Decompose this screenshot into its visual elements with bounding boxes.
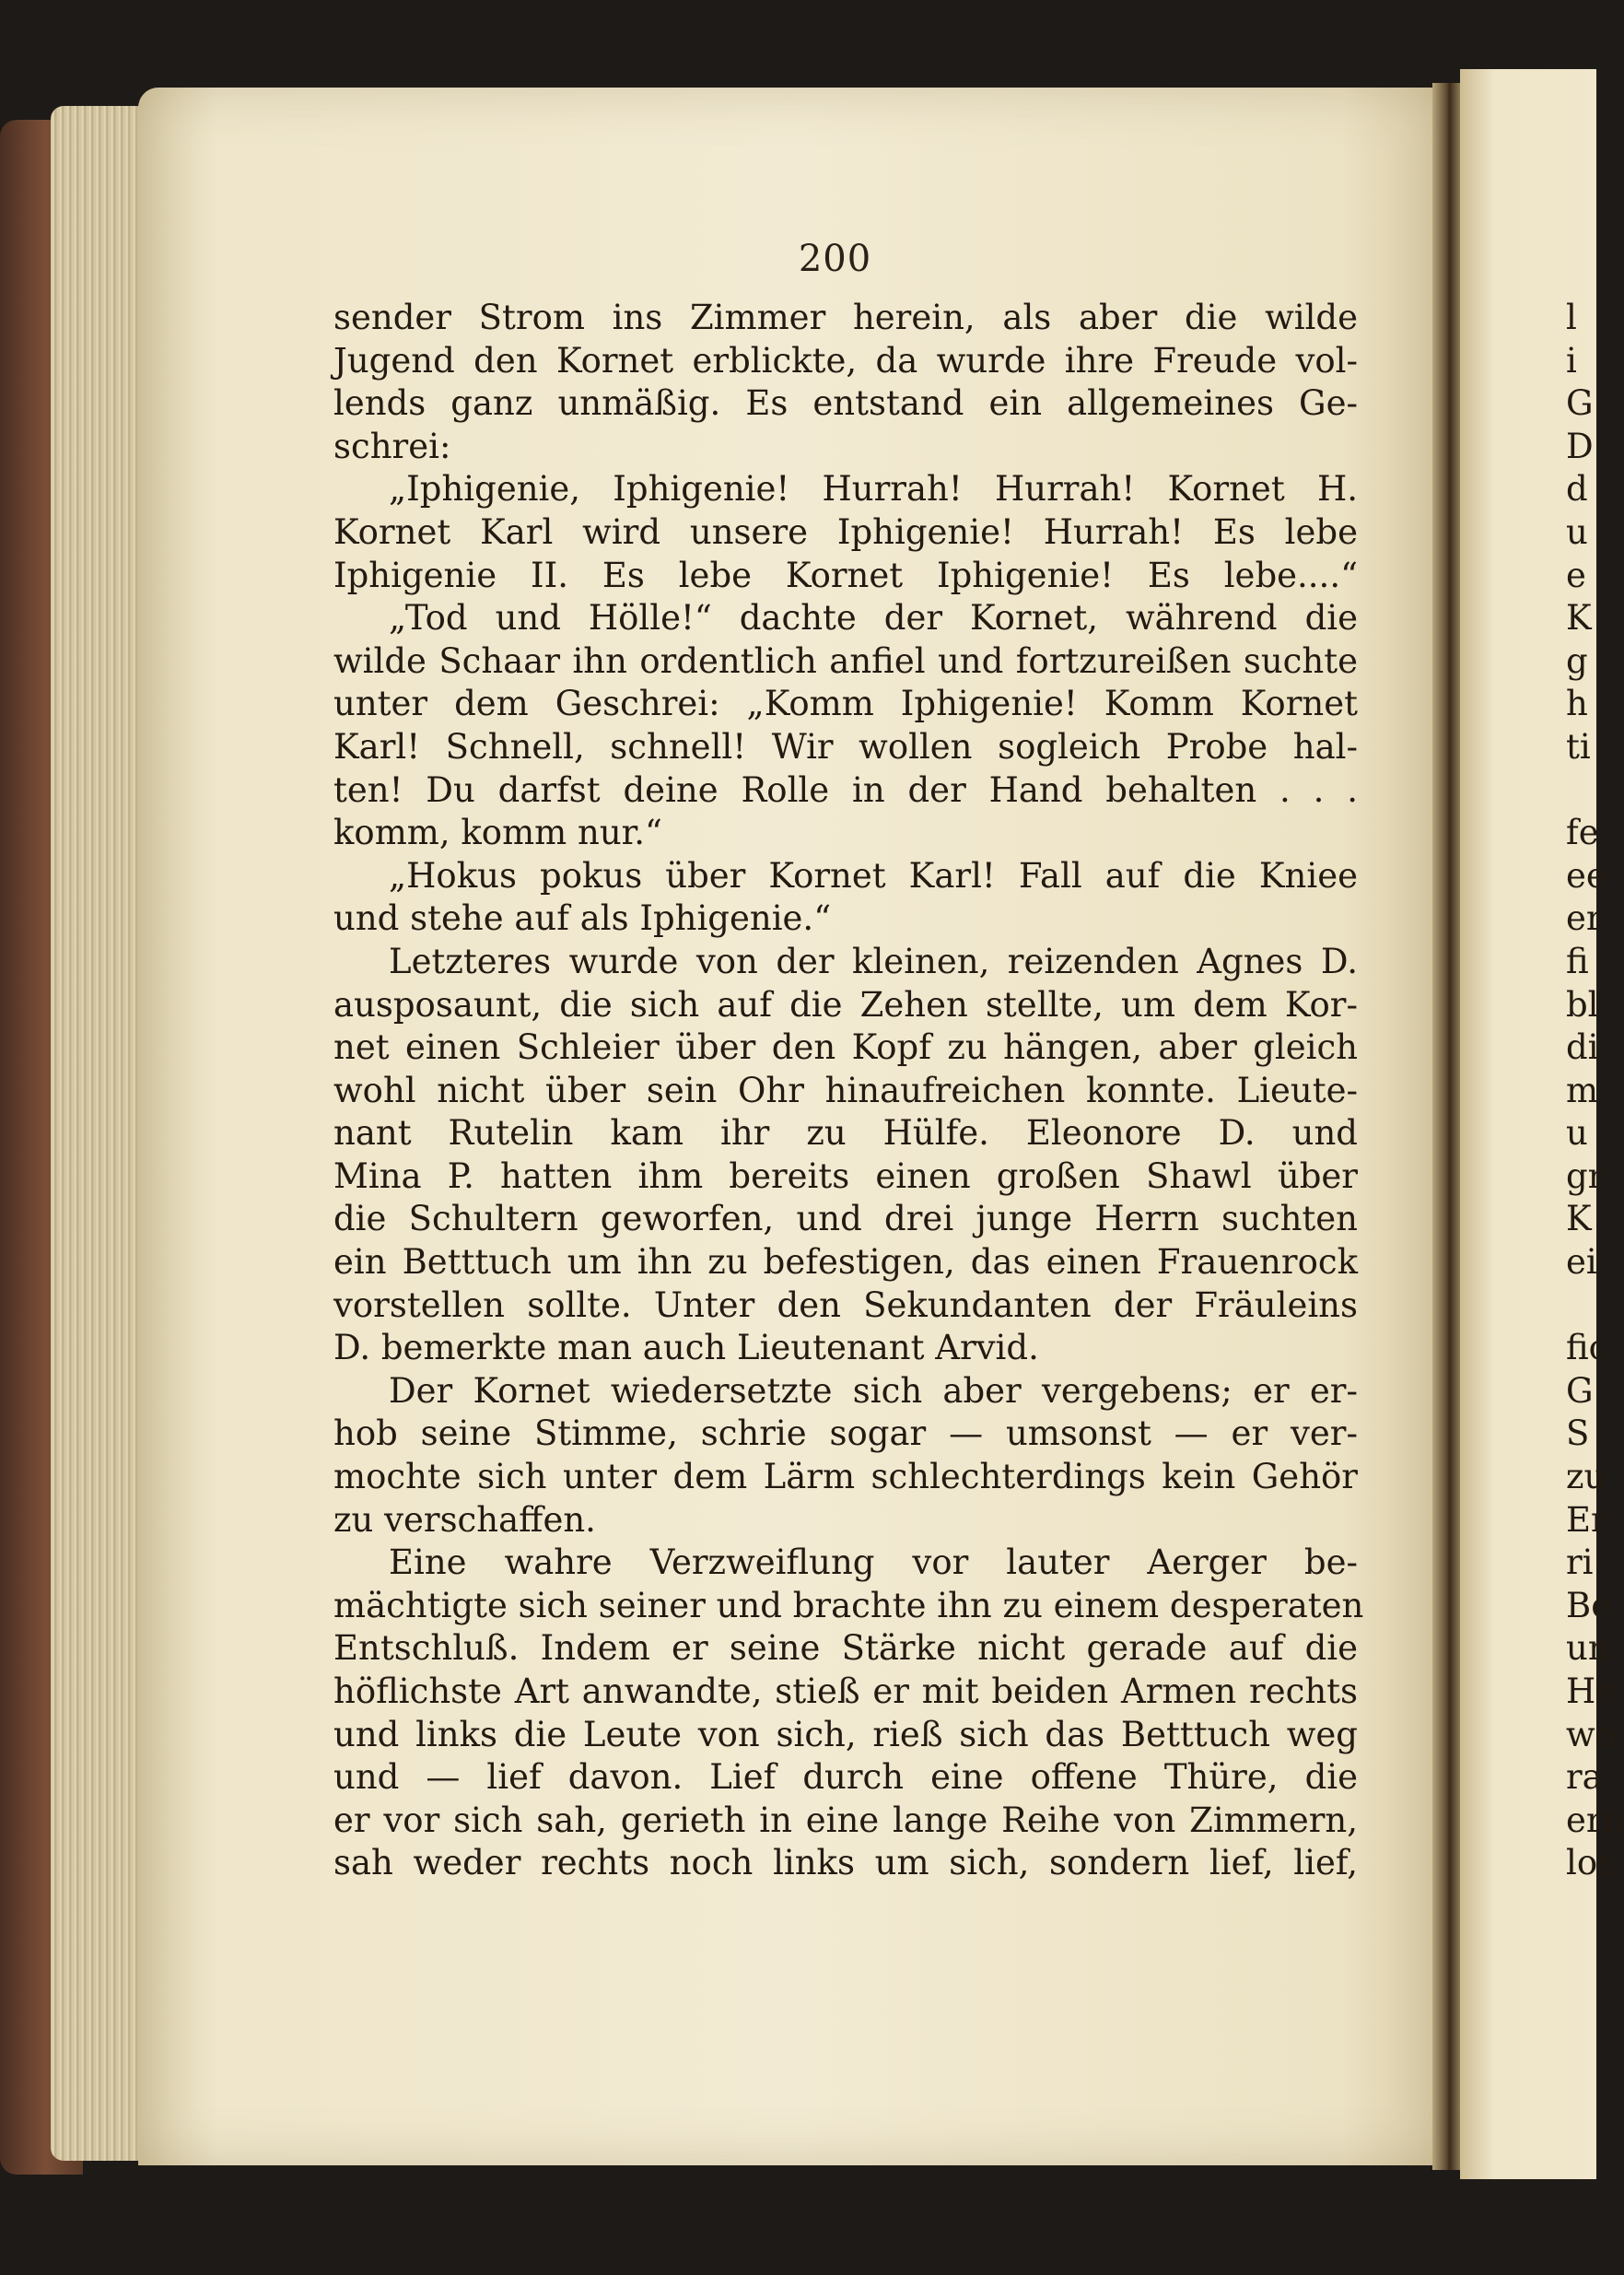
facing-page-fragment: u <box>1566 511 1588 552</box>
facing-page-fragment <box>1566 1284 1596 1328</box>
text-line: Der Kornet wiedersetzte sich aber vergebens; er er- <box>389 1370 1358 1411</box>
text-line: D. bemerkte man auch Lieutenant Arvid. <box>333 1328 1039 1368</box>
facing-page-fragment <box>1566 769 1596 813</box>
text-line: ausposaunt, die sich auf die Zehen stellte, um dem Kor- <box>333 984 1358 1025</box>
text-line: die Schultern geworfen, und drei junge Herrn suchten <box>333 1199 1358 1239</box>
text-line: Karl! Schnell, schnell! Wir wollen sogleich Probe hal- <box>333 726 1358 767</box>
facing-page-fragment: l <box>1566 298 1577 337</box>
facing-page-fragment: u <box>1566 1113 1588 1154</box>
text-line: und links die Leute von sich, rieß sich das Betttuch weg <box>333 1714 1358 1754</box>
facing-page-fragment: fe <box>1566 813 1599 853</box>
text-line: net einen Schleier über den Kopf zu hängen, aber gleich <box>333 1027 1358 1068</box>
text-line: Jugend den Kornet erblickte, da wurde ihre Freude vol- <box>333 340 1358 381</box>
facing-page-fragment: bl <box>1566 984 1599 1025</box>
text-line: komm, komm nur.“ <box>333 813 662 853</box>
facing-page-fragment: gr <box>1566 1155 1605 1196</box>
text-line: er vor sich sah, gerieth in eine lange Reihe von Zimmern, <box>333 1800 1358 1840</box>
facing-page-fragment: un <box>1566 1628 1610 1669</box>
facing-page-fragment: Er <box>1566 1499 1607 1540</box>
facing-page-fragment: S <box>1566 1413 1590 1454</box>
facing-page-fragment: d <box>1566 469 1588 510</box>
facing-page-fragment: ra <box>1566 1757 1603 1798</box>
text-line: Entschluß. Indem er seine Stärke nicht gerade auf die <box>333 1628 1358 1669</box>
facing-page-fragment: m <box>1566 1070 1599 1110</box>
book-gutter <box>1432 83 1464 2170</box>
facing-page-fragment: K <box>1566 1199 1592 1239</box>
facing-page-fragment: fic <box>1566 1328 1608 1368</box>
facing-page-fragment: He <box>1566 1671 1617 1711</box>
text-line: ein Betttuch um ihn zu befestigen, das einen Frauenrock <box>333 1242 1358 1283</box>
page-text <box>333 297 1364 1885</box>
text-line: hob seine Stimme, schrie sogar — umsonst — er ver- <box>333 1413 1358 1454</box>
text-line: höflichste Art anwandte, stieß er mit beiden Armen rechts <box>333 1671 1358 1711</box>
text-line: ten! Du darfst deine Rolle in der Hand behalten . . . <box>333 769 1358 810</box>
text-line: lends ganz unmäßig. Es entstand ein allgemeines Ge- <box>333 383 1358 424</box>
facing-page-fragment: di <box>1566 1027 1599 1068</box>
facing-page-fragment: D <box>1566 426 1594 466</box>
facing-page-fragment: ti <box>1566 726 1591 767</box>
facing-page-fragment: e <box>1566 555 1586 595</box>
text-line: sah weder rechts noch links um sich, sondern lief, lief, <box>333 1843 1358 1883</box>
facing-page-fragment: erb <box>1566 1800 1624 1840</box>
text-line: und — lief davon. Lief durch eine offene Thüre, die <box>333 1757 1358 1798</box>
text-line: Letzteres wurde von der kleinen, reizenden Agnes D. <box>389 941 1358 981</box>
text-line: wilde Schaar ihn ordentlich anfiel und fortzureißen suchte <box>333 640 1358 681</box>
facing-page-fragment: los <box>1566 1843 1616 1883</box>
text-line: unter dem Geschrei: „Komm Iphigenie! Komm Kornet <box>333 684 1358 724</box>
facing-page-fragment: wo <box>1566 1714 1616 1754</box>
facing-page-fragment: ei <box>1566 1242 1597 1283</box>
text-line: vorstellen sollte. Unter den Sekundanten der Fräuleins <box>333 1284 1358 1325</box>
facing-page-fragment: Be <box>1566 1585 1612 1625</box>
facing-page-fragment: zu <box>1566 1457 1606 1497</box>
facing-page-fragment: G <box>1566 383 1594 424</box>
text-line: Kornet Karl wird unsere Iphigenie! Hurrah! Es lebe <box>333 511 1358 552</box>
facing-page-text-fragments <box>1566 297 1624 1885</box>
facing-page-fragment: G <box>1566 1370 1594 1411</box>
facing-page-fragment: er <box>1566 898 1603 939</box>
facing-page-fragment: fi <box>1566 941 1589 981</box>
text-line: Mina P. hatten ihm bereits einen großen Shawl über <box>333 1155 1358 1196</box>
text-line: nant Rutelin kam ihr zu Hülfe. Eleonore D. und <box>333 1113 1358 1154</box>
text-line: mächtigte sich seiner und brachte ihn zu einem desperaten <box>333 1585 1364 1625</box>
facing-page-fragment: g <box>1566 640 1588 681</box>
text-line: „Tod und Hölle!“ dachte der Kornet, während die <box>389 598 1358 639</box>
text-line: Eine wahre Verzweiflung vor lauter Aerger be- <box>389 1542 1358 1583</box>
facing-page-fragment: ri <box>1566 1542 1594 1583</box>
page-number: 200 <box>798 238 872 280</box>
text-line: „Hokus pokus über Kornet Karl! Fall auf die Kniee <box>389 855 1358 896</box>
facing-page-fragment: ee <box>1566 855 1606 896</box>
text-line: wohl nicht über sein Ohr hinaufreichen konnte. Lieute- <box>333 1070 1358 1110</box>
text-line: Iphigenie II. Es lebe Kornet Iphigenie! Es lebe....“ <box>333 555 1358 595</box>
text-line: mochte sich unter dem Lärm schlechterdings kein Gehör <box>333 1457 1358 1497</box>
text-line: „Iphigenie, Iphigenie! Hurrah! Hurrah! Kornet H. <box>389 469 1358 510</box>
text-line: sender Strom ins Zimmer herein, als aber die wilde <box>333 298 1358 337</box>
facing-page-fragment: i <box>1566 340 1577 381</box>
facing-page-fragment: h <box>1566 684 1588 724</box>
text-line: schrei: <box>333 426 451 466</box>
text-line: und stehe auf als Iphigenie.“ <box>333 898 832 939</box>
text-line: zu verschaffen. <box>333 1499 596 1540</box>
facing-page-fragment: K <box>1566 598 1592 639</box>
